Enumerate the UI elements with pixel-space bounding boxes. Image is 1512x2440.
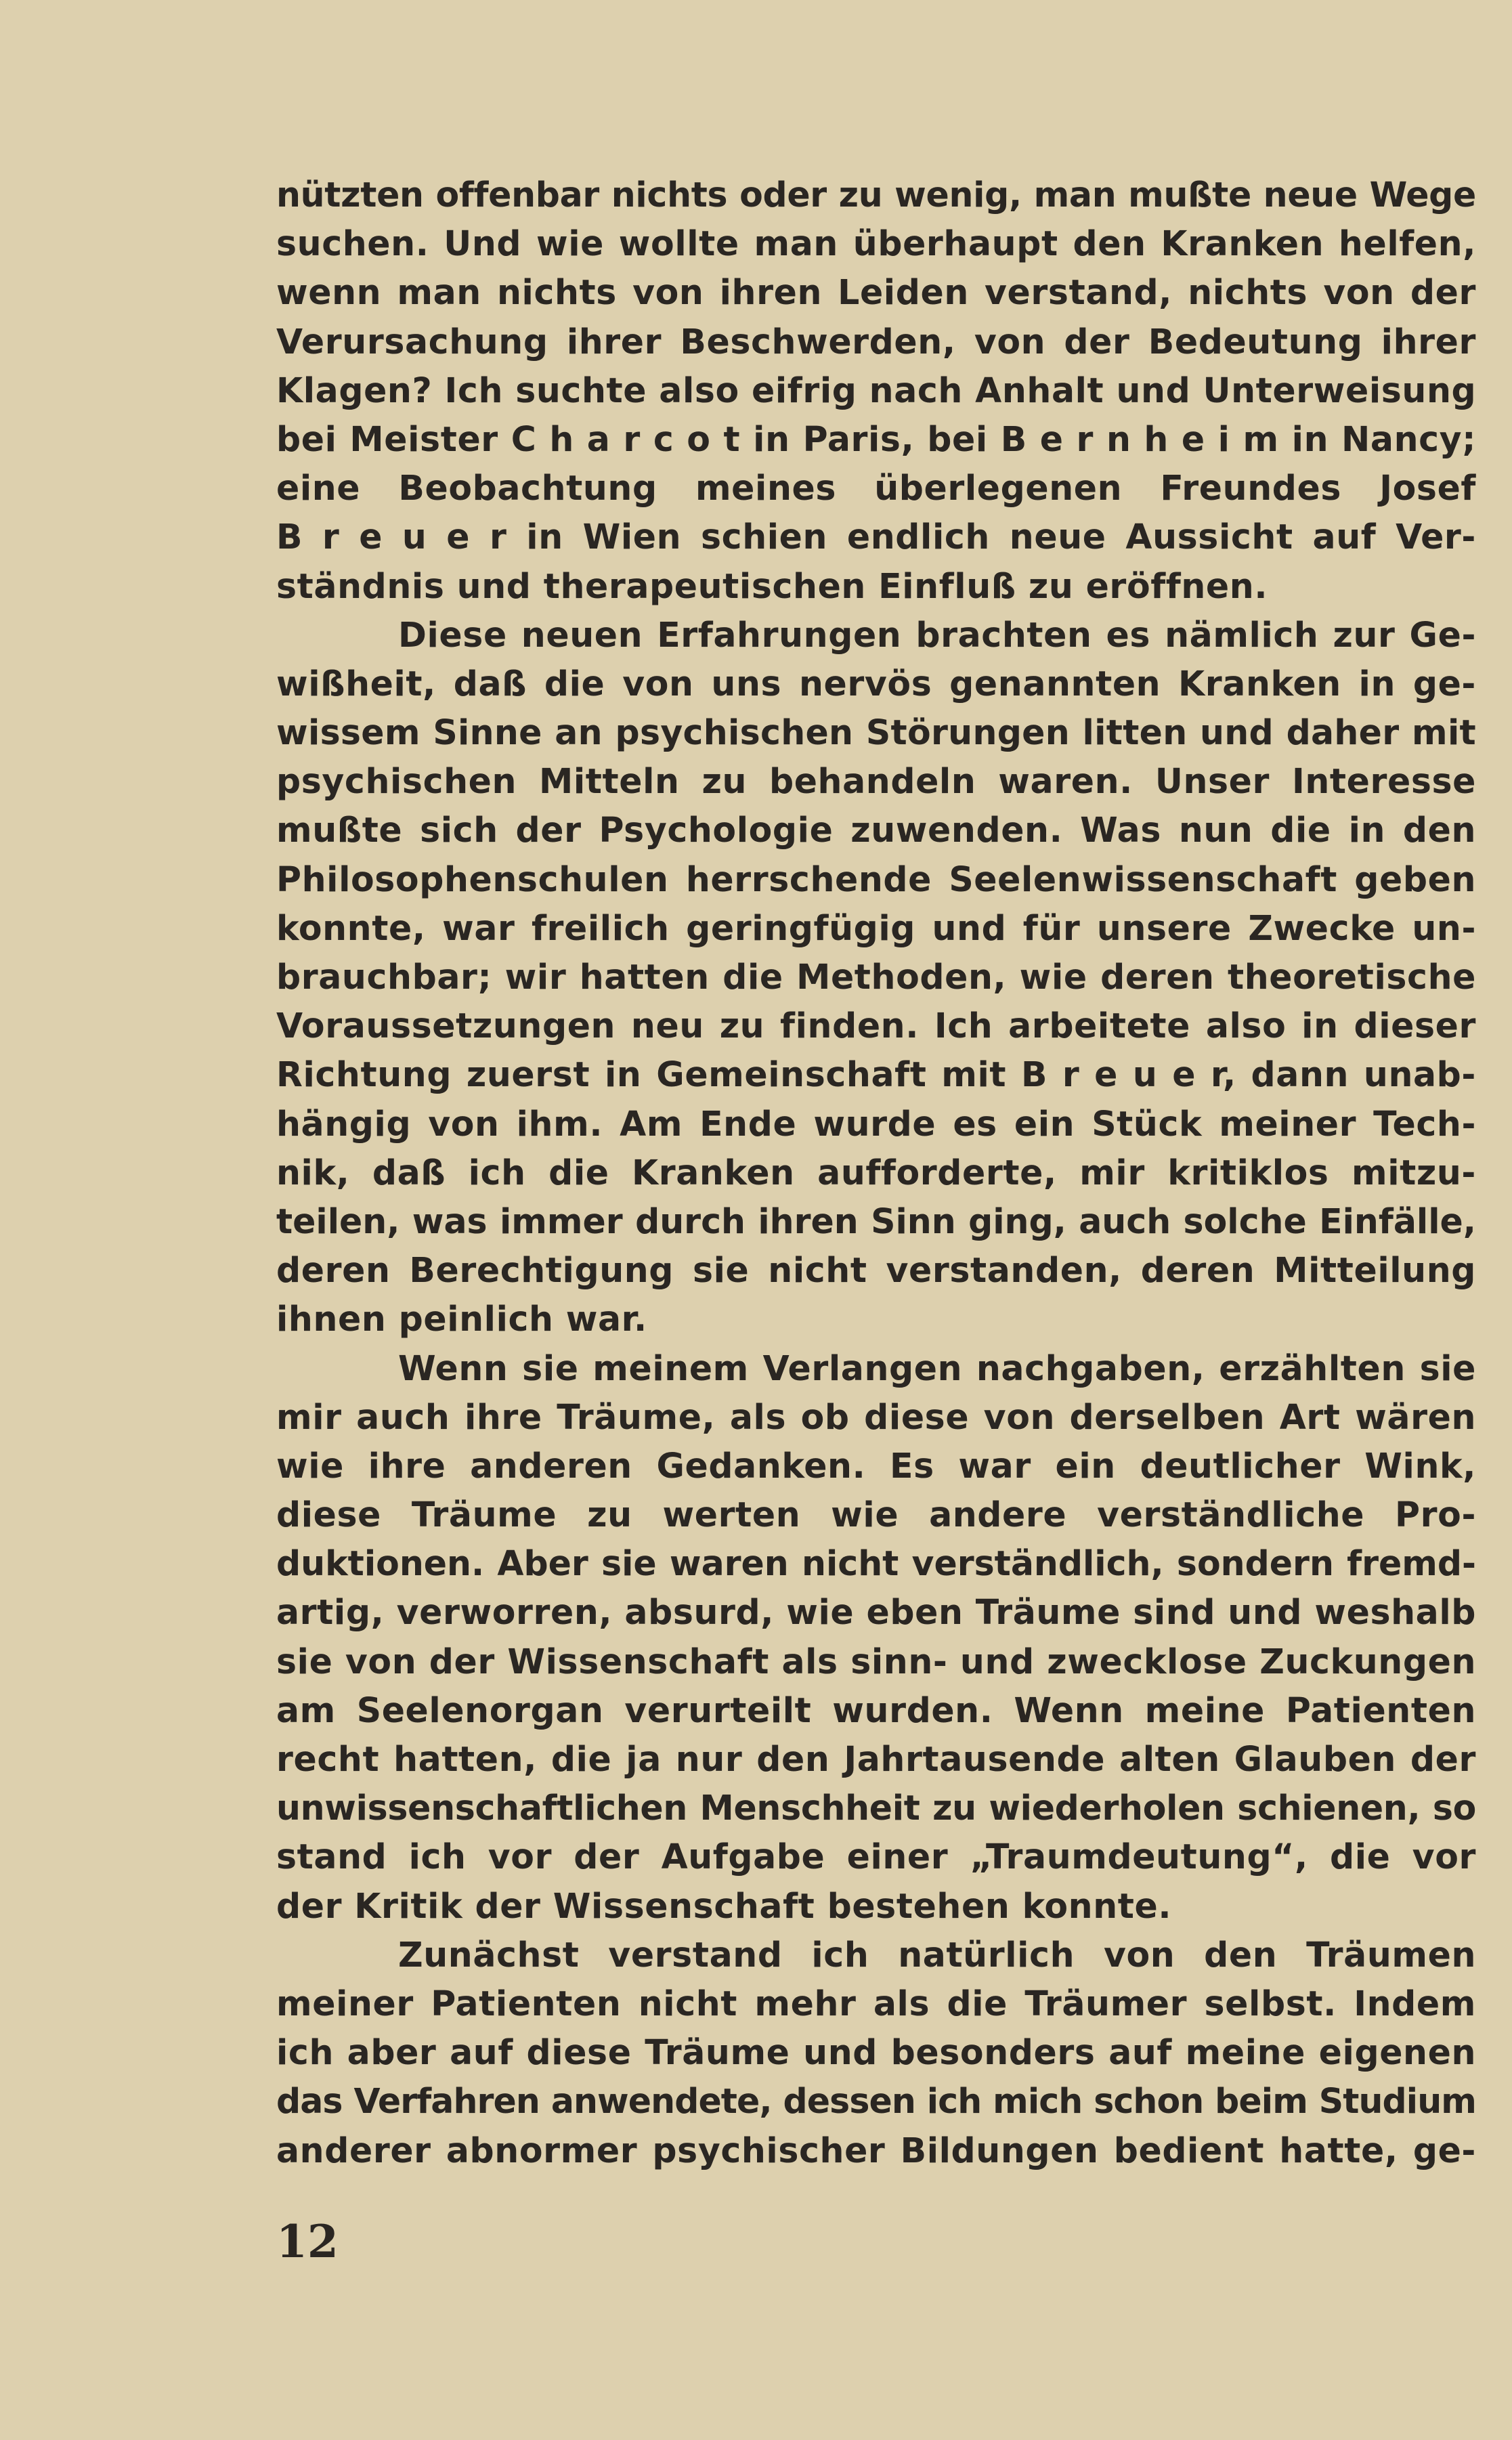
text-line: Voraussetzungen neu zu finden. Ich arbeitete also in dieser bbox=[276, 1006, 1476, 1046]
text-line: psychischen Mitteln zu behandeln waren. Unser Interesse bbox=[276, 761, 1476, 802]
text-line: am Seelenorgan verurteilt wurden. Wenn meine Patienten bbox=[276, 1690, 1476, 1730]
text-line: das Verfahren anwendete, dessen ich mich schon beim Studium bbox=[276, 2081, 1476, 2122]
text-line: Richtung zuerst in Gemeinschaft mit B r e u e r, dann unab- bbox=[276, 1054, 1476, 1095]
text-line: brauchbar; wir hatten die Methoden, wie deren theoretische bbox=[276, 957, 1476, 997]
text-line: wenn man nichts von ihren Leiden verstand, nichts von der bbox=[276, 272, 1476, 313]
text-line: B r e u e r in Wien schien endlich neue Aussicht auf Ver- bbox=[276, 517, 1476, 557]
text-line: wißheit, daß die von uns nervös genannten Kranken in ge- bbox=[276, 663, 1476, 704]
text-line: Verursachung ihrer Beschwerden, von der Bedeutung ihrer bbox=[276, 321, 1476, 362]
text-line: Zunächst verstand ich natürlich von den Träumen bbox=[398, 1934, 1476, 1975]
text-line: nützten offenbar nichts oder zu wenig, man mußte neue Wege bbox=[276, 175, 1476, 215]
text-line: konnte, war freilich geringfügig und für unsere Zwecke un- bbox=[276, 907, 1476, 948]
text-line: wissem Sinne an psychischen Störungen litten und daher mit bbox=[276, 712, 1476, 753]
text-line: artig, verworren, absurd, wie eben Träume sind und weshalb bbox=[276, 1592, 1476, 1633]
text-line: Klagen? Ich suchte also eifrig nach Anhalt und Unterweisung bbox=[276, 370, 1476, 410]
page-number: 12 bbox=[276, 2215, 339, 2268]
text-line: meiner Patienten nicht mehr als die Träumer selbst. Indem bbox=[276, 1983, 1476, 2024]
text-line: Philosophenschulen herrschende Seelenwissenschaft geben bbox=[276, 859, 1476, 899]
text-line: mir auch ihre Träume, als ob diese von derselben Art wären bbox=[276, 1396, 1476, 1437]
text-line: mußte sich der Psychologie zuwenden. Was nun die in den bbox=[276, 810, 1476, 851]
text-line: wie ihre anderen Gedanken. Es war ein deutlicher Wink, bbox=[276, 1445, 1476, 1486]
text-line: deren Berechtigung sie nicht verstanden, deren Mitteilung bbox=[276, 1250, 1476, 1291]
text-line: recht hatten, die ja nur den Jahrtausende alten Glauben der bbox=[276, 1739, 1476, 1779]
text-line: Wenn sie meinem Verlangen nachgaben, erzählten sie bbox=[398, 1348, 1476, 1388]
text-line: stand ich vor der Aufgabe einer „Traumdeutung“, die vor bbox=[276, 1837, 1476, 1877]
text-line: sie von der Wissenschaft als sinn- und zwecklose Zuckungen bbox=[276, 1641, 1476, 1682]
text-line: eine Beobachtung meines überlegenen Freundes Josef bbox=[276, 468, 1476, 509]
text-line: Diese neuen Erfahrungen brachten es nämlich zur Ge- bbox=[398, 614, 1476, 655]
text-line: der Kritik der Wissenschaft bestehen konnte. bbox=[276, 1885, 1172, 1926]
body-text bbox=[276, 171, 1476, 2175]
text-line: ständnis und therapeutischen Einfluß zu eröffnen. bbox=[276, 565, 1268, 606]
text-line: hängig von ihm. Am Ende wurde es ein Stück meiner Tech- bbox=[276, 1103, 1476, 1144]
text-line: diese Träume zu werten wie andere verständliche Pro- bbox=[276, 1495, 1476, 1535]
text-line: anderer abnormer psychischer Bildungen bedient hatte, ge- bbox=[276, 2130, 1476, 2170]
text-line: duktionen. Aber sie waren nicht verständlich, sondern fremd- bbox=[276, 1543, 1476, 1584]
text-line: teilen, was immer durch ihren Sinn ging, auch solche Einfälle, bbox=[276, 1201, 1476, 1241]
text-line: ich aber auf diese Träume und besonders auf meine eigenen bbox=[276, 2032, 1476, 2073]
text-line: ihnen peinlich war. bbox=[276, 1299, 647, 1340]
text-line: bei Meister C h a r c o t in Paris, bei B e r n h e i m in Nancy; bbox=[276, 419, 1476, 459]
text-line: unwissenschaftlichen Menschheit zu wiederholen schienen, so bbox=[276, 1788, 1476, 1828]
text-line: suchen. Und wie wollte man überhaupt den Kranken helfen, bbox=[276, 223, 1476, 264]
text-line: nik, daß ich die Kranken aufforderte, mir kritiklos mitzu- bbox=[276, 1152, 1476, 1193]
